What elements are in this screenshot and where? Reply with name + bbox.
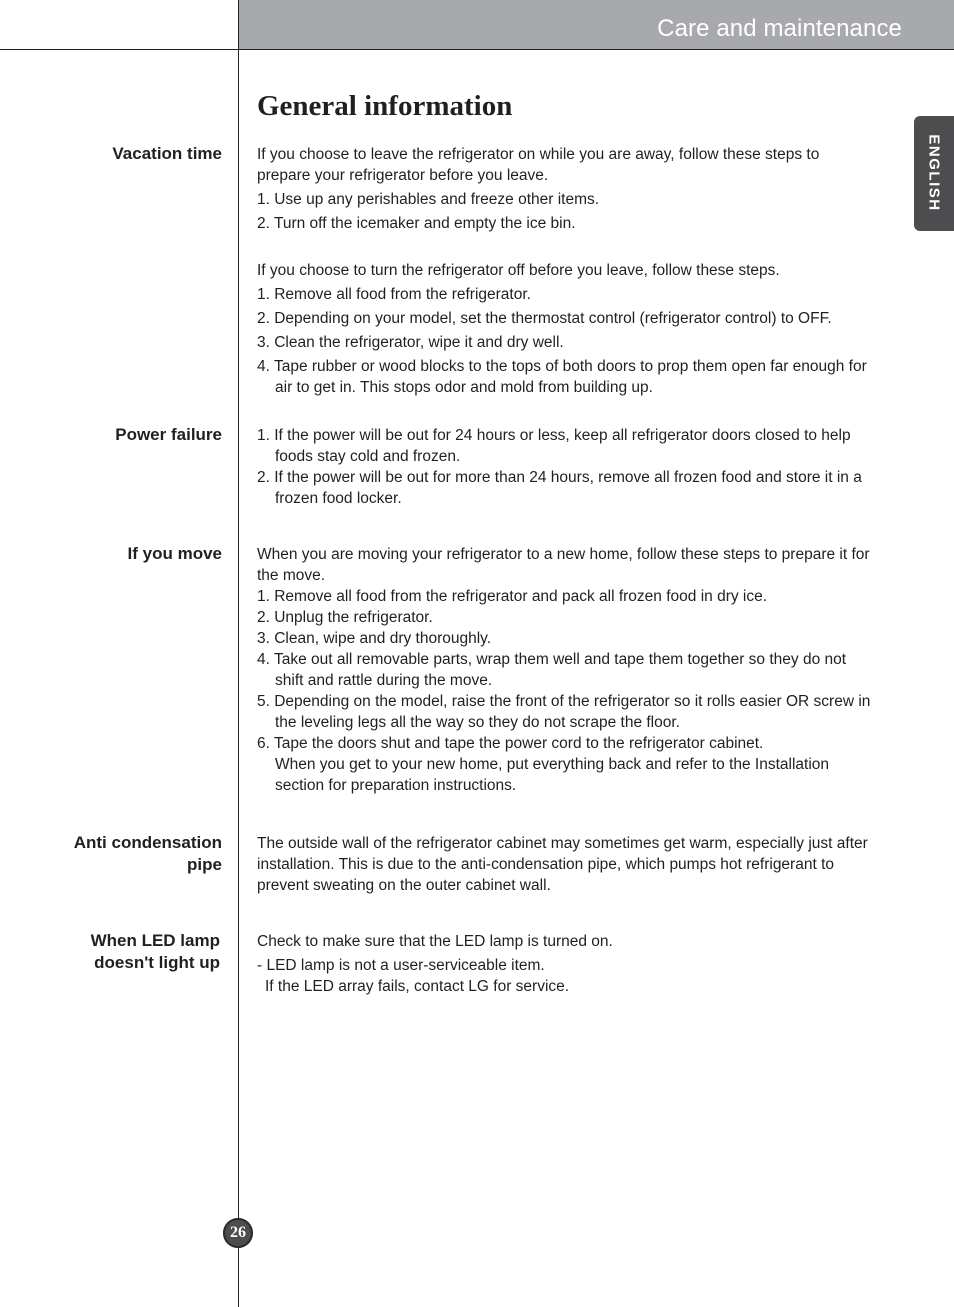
power-failure-heading: Power failure xyxy=(115,425,222,444)
section-title: Care and maintenance xyxy=(657,15,902,42)
list-item: 4. Tape rubber or wood blocks to the tops of both doors to prop them open far enough for air to get in. This stops odor and mold from building up. xyxy=(257,358,867,396)
list-item: 1. Use up any perishables and freeze other items. xyxy=(257,191,600,208)
led-lamp-text: Check to make sure that the LED lamp is turned on. xyxy=(257,933,613,950)
list-item: 2. If the power will be out for more than 24 hours, remove all frozen food and store it in a frozen food locker. xyxy=(257,469,862,507)
led-lamp-body xyxy=(257,931,877,997)
vacation-time-body xyxy=(257,144,877,398)
list-item: 1. If the power will be out for 24 hours or less, keep all refrigerator doors closed to help foods stay cold and frozen. xyxy=(257,427,851,465)
move-intro: When you are moving your refrigerator to a new home, follow these steps to prepare it for the move. xyxy=(257,546,870,584)
vacation-time-heading: Vacation time xyxy=(112,144,222,163)
led-lamp-heading-line1: When LED lamp xyxy=(90,931,220,950)
power-failure-body xyxy=(257,425,877,509)
if-you-move-body xyxy=(257,544,877,796)
list-item: 5. Depending on the model, raise the front of the refrigerator so it rolls easier OR screw in the leveling legs all the way so they do not scrape the floor. xyxy=(257,693,871,731)
led-lamp-heading xyxy=(20,930,220,974)
list-item: 2. Depending on your model, set the thermostat control (refrigerator control) to OFF. xyxy=(257,310,832,327)
if-you-move-heading: If you move xyxy=(127,544,222,563)
move-after: When you get to your new home, put everything back and refer to the Installation section for preparation instructions. xyxy=(275,756,830,794)
led-lamp-note-2: If the LED array fails, contact LG for service. xyxy=(265,978,570,995)
list-item: 1. Remove all food from the refrigerator. xyxy=(257,286,531,303)
anti-condensation-heading-line2: pipe xyxy=(187,855,222,874)
vertical-divider xyxy=(238,0,239,1307)
anti-condensation-heading xyxy=(22,832,222,876)
list-item: 3. Clean the refrigerator, wipe it and dry well. xyxy=(257,334,564,351)
list-item: 4. Take out all removable parts, wrap them well and tape them together so they do not shift and rattle during the move. xyxy=(257,651,847,689)
page-number: 26 xyxy=(223,1218,253,1248)
vacation-intro: If you choose to leave the refrigerator on while you are away, follow these steps to prepare your refrigerator before you leave. xyxy=(257,146,820,184)
list-item: 6. Tape the doors shut and tape the power cord to the refrigerator cabinet. xyxy=(257,735,764,752)
list-item: 1. Remove all food from the refrigerator and pack all frozen food in dry ice. xyxy=(257,588,768,605)
list-item: 2. Turn off the icemaker and empty the ice bin. xyxy=(257,215,576,232)
list-item: 2. Unplug the refrigerator. xyxy=(257,609,433,626)
vacation-intro-off: If you choose to turn the refrigerator off before you leave, follow these steps. xyxy=(257,262,780,279)
led-lamp-heading-line2: doesn't light up xyxy=(94,953,220,972)
header-rule xyxy=(0,49,954,50)
anti-condensation-body xyxy=(257,833,877,896)
led-lamp-note: - LED lamp is not a user-serviceable item. xyxy=(257,957,545,974)
anti-condensation-heading-line1: Anti condensation xyxy=(73,833,222,852)
list-item: 3. Clean, wipe and dry thoroughly. xyxy=(257,630,492,647)
anti-condensation-text: The outside wall of the refrigerator cabinet may sometimes get warm, especially just after installation. This is due to the anti-condensation pipe, which pumps hot refrigerant to prevent sweating on the outer cabinet wall. xyxy=(257,835,868,894)
page-title: General information xyxy=(257,90,513,122)
language-tab-label: ENGLISH xyxy=(925,134,943,212)
